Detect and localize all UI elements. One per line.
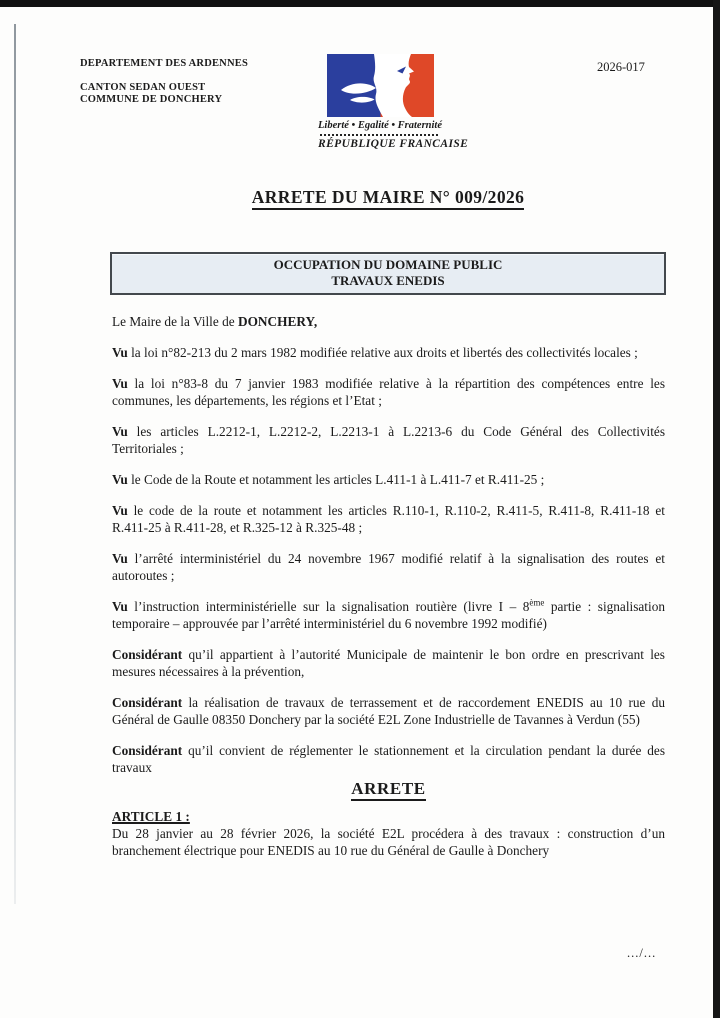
arrete-heading xyxy=(112,780,665,797)
clause-text: l’arrêté interministériel du 24 novembre 1967 modifié relatif à la signalisation des routes et autoroutes ; xyxy=(112,551,665,583)
vu-clause-1 xyxy=(112,344,665,361)
preamble-intro xyxy=(112,313,665,330)
clause-lead: Vu xyxy=(112,551,128,566)
clause-lead: Vu xyxy=(112,503,128,518)
subject-line-2: TRAVAUX ENEDIS xyxy=(331,273,445,288)
clause-lead: Vu xyxy=(112,472,128,487)
clause-text: la réalisation de travaux de terrassement et de raccordement ENEDIS au 10 rue du Général de Gaulle 08350 Donchery par la société E2L Zone Industrielle de Tavannes à Verdun (55) xyxy=(112,695,665,727)
decree-title-text: ARRETE DU MAIRE N° 009/2026 xyxy=(252,187,525,210)
clause-text: la loi n°82-213 du 2 mars 1982 modifiée relative aux droits et libertés des collectivités locales ; xyxy=(127,345,638,360)
clause-text: le code de la route et notamment les articles R.110-1, R.110-2, R.411-5, R.411-8, R.411-18 et R.411-25 à R.411-28, et R.325-12 à R.325-48 ; xyxy=(112,503,665,535)
french-republic-logo xyxy=(318,54,469,150)
vu-clause-2 xyxy=(112,375,665,409)
vu-clause-5 xyxy=(112,502,665,536)
decree-title xyxy=(110,187,666,208)
vu-clause-6 xyxy=(112,550,665,584)
subject-line-1: OCCUPATION DU DOMAINE PUBLIC xyxy=(273,257,503,272)
republic-name: RÉPUBLIQUE FRANCAISE xyxy=(318,138,469,150)
clause-text: qu’il appartient à l’autorité Municipale de maintenir le bon ordre en prescrivant les mesures nécessaires à la prévention, xyxy=(112,647,665,679)
continuation-mark: .../... xyxy=(627,946,657,960)
subject-box xyxy=(110,252,666,295)
vu-clause-4 xyxy=(112,471,665,488)
considerant-clause-2 xyxy=(112,694,665,728)
clause-text: partie : signalisation temporaire – approuvée par l’arrêté interministériel du 6 novembre 1992 modifié) xyxy=(112,599,665,631)
clause-lead: Vu xyxy=(112,599,128,614)
canton-label: CANTON SEDAN OUEST xyxy=(80,82,206,93)
considerant-clause-3 xyxy=(112,742,665,776)
clause-lead: Considérant xyxy=(112,743,183,758)
clause-superscript: ème xyxy=(529,597,545,608)
clause-text: la loi n°83-8 du 7 janvier 1983 modifiée relative à la répartition des compétences entre les communes, les départements, les régions et l’Etat ; xyxy=(112,376,665,408)
marianne-icon xyxy=(327,54,434,117)
scan-fold-line xyxy=(14,24,16,904)
arrete-heading-text: ARRETE xyxy=(351,779,425,801)
clause-lead: Considérant xyxy=(112,695,183,710)
preamble-intro-commune: DONCHERY, xyxy=(237,314,318,329)
article-1-heading: ARTICLE 1 : xyxy=(112,809,190,824)
clause-text: l’instruction interministérielle sur la signalisation routière (livre I – 8 xyxy=(127,599,530,614)
department-label: DEPARTEMENT DES ARDENNES xyxy=(80,58,248,69)
scan-edge-top xyxy=(0,0,720,7)
preamble-intro-text: Le Maire de la Ville de xyxy=(112,314,238,329)
decree-body xyxy=(112,313,665,873)
vu-clause-3 xyxy=(112,423,665,457)
scan-edge-right xyxy=(713,0,720,1018)
vu-clause-7 xyxy=(112,598,665,632)
clause-lead: Considérant xyxy=(112,647,183,662)
clause-text: qu’il convient de réglementer le stationnement et la circulation pendant la durée des travaux xyxy=(112,743,665,775)
clause-lead: Vu xyxy=(112,376,128,391)
considerant-clause-1 xyxy=(112,646,665,680)
clause-lead: Vu xyxy=(112,424,128,439)
issuing-authority-block xyxy=(80,58,248,106)
clause-lead: Vu xyxy=(112,345,128,360)
reference-number: 2026-017 xyxy=(597,60,645,74)
clause-text: le Code de la Route et notamment les articles L.411-1 à L.411-7 et R.411-25 ; xyxy=(127,472,545,487)
commune-label: COMMUNE DE DONCHERY xyxy=(80,94,223,105)
article-1-text: Du 28 janvier au 28 février 2026, la société E2L procédera à des travaux : construction d’un branchement électrique pour ENEDIS au 10 rue du Général de Gaulle à Donchery xyxy=(112,826,665,858)
dashed-divider xyxy=(320,133,440,136)
clause-text: les articles L.2212-1, L.2212-2, L.2213-1 à L.2213-6 du Code Général des Collectivités Territoriales ; xyxy=(112,424,665,456)
article-1 xyxy=(112,808,665,859)
motto-text: Liberté • Egalité • Fraternité xyxy=(318,120,443,131)
